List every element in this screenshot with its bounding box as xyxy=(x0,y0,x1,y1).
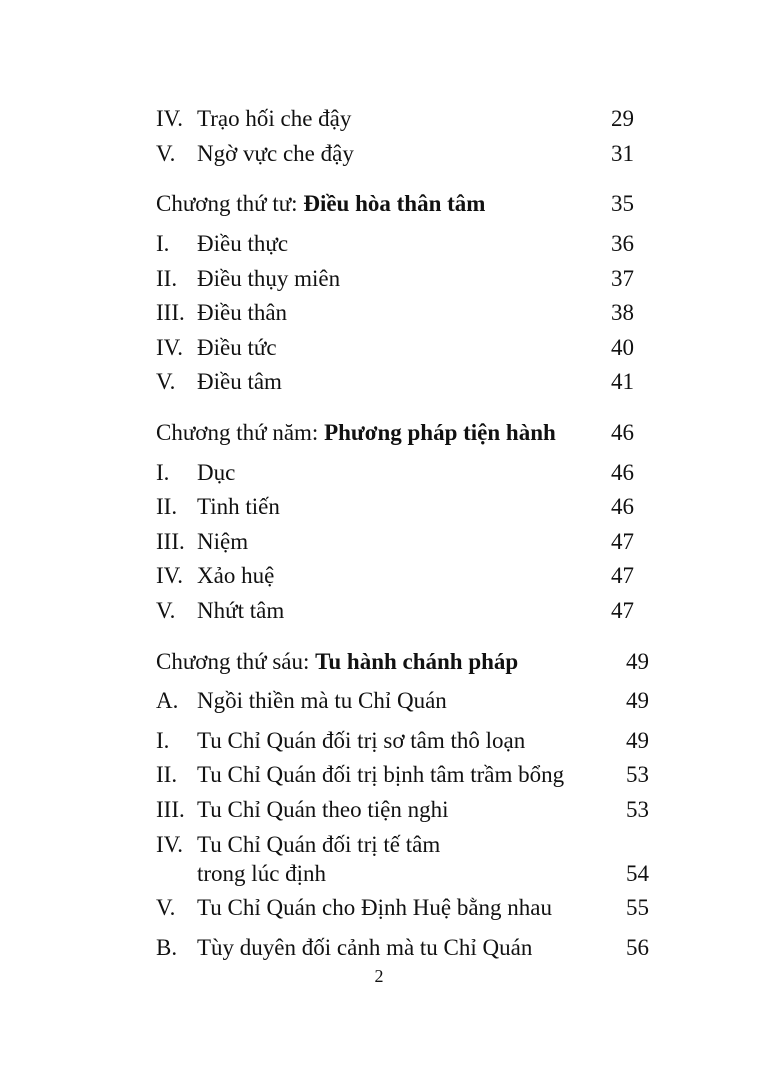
entry-title: Dục xyxy=(197,460,236,485)
page-number: 2 xyxy=(374,966,384,986)
chapter-title: Điều hòa thân tâm xyxy=(303,191,486,216)
chapter-page: 49 xyxy=(626,649,649,674)
chapter-prefix: Chương thứ tư: xyxy=(156,191,304,216)
entry-page: 46 xyxy=(611,494,634,519)
entry-title: Tinh tiến xyxy=(197,494,280,519)
entry-title: Xảo huệ xyxy=(197,563,275,588)
entry-title: Tu Chỉ Quán cho Định Huệ bằng nhau xyxy=(197,895,552,920)
entry-page: 36 xyxy=(611,231,634,256)
entry-title: Tu Chỉ Quán theo tiện nghi xyxy=(197,797,449,822)
entry-title: Tu Chỉ Quán đối trị bịnh tâm trầm bổng xyxy=(197,762,565,787)
chapter-prefix: Chương thứ năm: xyxy=(156,420,325,445)
entry-page: 29 xyxy=(611,106,634,131)
entry-page: 49 xyxy=(626,688,649,713)
entry-number: I. xyxy=(156,231,170,256)
entry-page: 47 xyxy=(611,598,634,623)
entry-number: III. xyxy=(156,300,185,325)
entry-page: 54 xyxy=(626,861,649,886)
entry-page: 49 xyxy=(626,728,649,753)
entry-page: 46 xyxy=(611,460,634,485)
entry-title: Điều tâm xyxy=(197,369,282,394)
entry-page: 40 xyxy=(611,335,634,360)
entry-page: 53 xyxy=(626,762,649,787)
entry-number: B. xyxy=(156,935,178,960)
entry-title: Trạo hối che đậy xyxy=(197,106,352,131)
entry-number: V. xyxy=(156,895,176,920)
entry-title: Tùy duyên đối cảnh mà tu Chỉ Quán xyxy=(197,935,533,960)
entry-page: 41 xyxy=(611,369,634,394)
chapter-title: Tu hành chánh pháp xyxy=(315,649,519,674)
entry-number: I. xyxy=(156,728,170,753)
chapter-title: Phương pháp tiện hành xyxy=(324,420,556,445)
entry-number: III. xyxy=(156,529,185,554)
entry-number: IV. xyxy=(156,832,184,857)
entry-number: III. xyxy=(156,797,185,822)
chapter-prefix: Chương thứ sáu: xyxy=(156,649,316,674)
entry-number: I. xyxy=(156,460,170,485)
entry-title: Tu Chỉ Quán đối trị tế tâm xyxy=(197,832,441,857)
entry-number: A. xyxy=(156,688,179,713)
entry-number: IV. xyxy=(156,335,184,360)
entry-title: Điều tức xyxy=(197,335,277,360)
entry-number: II. xyxy=(156,266,178,291)
entry-number: II. xyxy=(156,762,178,787)
entry-number: V. xyxy=(156,141,176,166)
entry-page: 53 xyxy=(626,797,649,822)
chapter-page: 46 xyxy=(611,420,634,445)
entry-page: 31 xyxy=(611,141,634,166)
entry-number: IV. xyxy=(156,106,184,131)
entry-title: Ngồi thiền mà tu Chỉ Quán xyxy=(197,688,447,713)
entry-title: Ngờ vực che đậy xyxy=(197,141,354,166)
entry-number: V. xyxy=(156,369,176,394)
entry-page: 47 xyxy=(611,563,634,588)
entry-title: Điều thân xyxy=(197,300,288,325)
entry-title: Tu Chỉ Quán đối trị sơ tâm thô loạn xyxy=(197,728,526,753)
entry-title: Niệm xyxy=(197,529,249,554)
entry-number: II. xyxy=(156,494,178,519)
entry-number: V. xyxy=(156,598,176,623)
entry-page: 56 xyxy=(626,935,649,960)
entry-title: Điều thụy miên xyxy=(197,266,341,291)
entry-page: 38 xyxy=(611,300,634,325)
entry-page: 37 xyxy=(611,266,634,291)
entry-title: trong lúc định xyxy=(197,861,327,886)
entry-page: 47 xyxy=(611,529,634,554)
entry-title: Nhứt tâm xyxy=(197,598,285,623)
entry-number: IV. xyxy=(156,563,184,588)
chapter-page: 35 xyxy=(611,191,634,216)
entry-title: Điều thực xyxy=(197,231,289,256)
entry-page: 55 xyxy=(626,895,649,920)
